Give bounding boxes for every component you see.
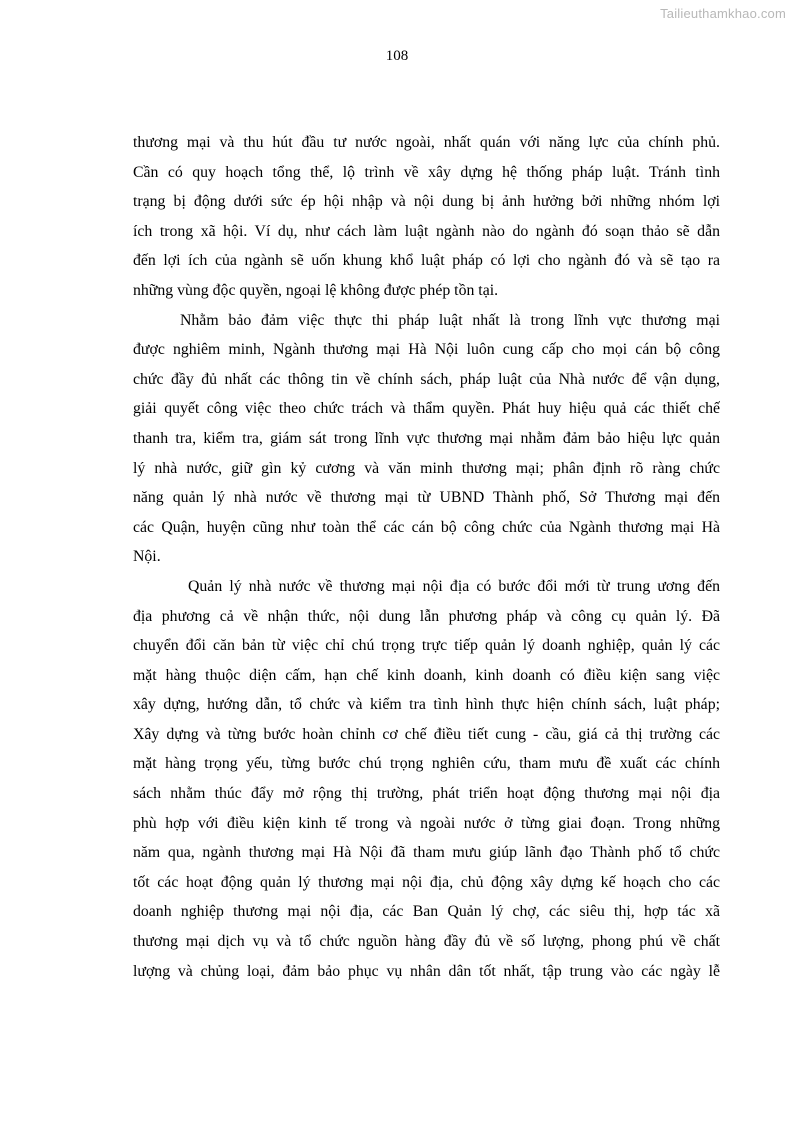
text-line: trạng bị động dưới sức ép hội nhập và nội dung bị ảnh hưởng bởi những nhóm lợi (133, 193, 720, 211)
text-line: thương mại dịch vụ và tổ chức nguồn hàng đầy đủ về số lượng, phong phú về chất (133, 933, 720, 951)
document-body (133, 128, 720, 986)
text-line: chuyển đổi căn bản từ việc chỉ chú trọng trực tiếp quản lý doanh nghiệp, quản lý các (133, 637, 720, 655)
text-line: Nội. (133, 548, 161, 566)
text-line: giải quyết công việc theo chức trách và thẩm quyền. Phát huy hiệu quả các thiết chế (133, 400, 720, 418)
text-line: năm qua, ngành thương mại Hà Nội đã tham mưu giúp lãnh đạo Thành phố tổ chức (133, 844, 720, 862)
text-line: ích trong xã hội. Ví dụ, như cách làm luật ngành nào do ngành đó soạn thảo sẽ dẫn (133, 222, 720, 240)
text-line: sách nhằm thúc đẩy mở rộng thị trường, phát triển hoạt động thương mại nội địa (133, 785, 720, 803)
text-line: xây dựng, hướng dẫn, tổ chức và kiểm tra tình hình thực hiện chính sách, luật pháp; (133, 696, 720, 714)
watermark-text: Tailieuthamkhao.com (660, 6, 786, 21)
paragraph (133, 128, 720, 306)
text-line: thương mại và thu hút đầu tư nước ngoài, nhất quán với năng lực của chính phủ. (133, 134, 720, 151)
text-line: đến lợi ích của ngành sẽ uốn khung khổ luật pháp có lợi cho ngành đó và sẽ tạo ra (133, 252, 720, 270)
text-line: Nhằm bảo đảm việc thực thi pháp luật nhất là trong lĩnh vực thương mại (180, 311, 720, 329)
page-number: 108 (385, 48, 409, 64)
text-line: mặt hàng thuộc diện cấm, hạn chế kinh doanh, kinh doanh có điều kiện sang việc (133, 666, 720, 684)
text-line: các Quận, huyện cũng như toàn thể các cán bộ công chức của Ngành thương mại Hà (133, 518, 720, 536)
text-line: được nghiêm minh, Ngành thương mại Hà Nội luôn cung cấp cho mọi cán bộ công (133, 341, 720, 359)
text-line: địa phương cả về nhận thức, nội dung lẫn phương pháp và công cụ quản lý. Đã (133, 607, 720, 625)
paragraph (133, 306, 720, 572)
text-line: mặt hàng trọng yếu, từng bước chú trọng nghiên cứu, tham mưu đề xuất các chính (133, 755, 720, 773)
text-line: Xây dựng và từng bước hoàn chỉnh cơ chế điều tiết cung - cầu, giá cả thị trường các (133, 725, 720, 743)
text-line: phù hợp với điều kiện kinh tế trong và ngoài nước ở từng giai đoạn. Trong những (133, 814, 720, 832)
text-line: những vùng độc quyền, ngoại lệ không được phép tồn tại. (133, 281, 499, 299)
text-line: lượng và chủng loại, đảm bảo phục vụ nhân dân tốt nhất, tập trung vào các ngày lễ (133, 962, 720, 980)
paragraph (133, 572, 720, 986)
text-line: Cần có quy hoạch tổng thể, lộ trình về xây dựng hệ thống pháp luật. Tránh tình (133, 163, 720, 181)
text-line: Quản lý nhà nước về thương mại nội địa có bước đổi mới từ trung ương đến (188, 577, 720, 595)
text-line: doanh nghiệp thương mại nội địa, các Ban Quản lý chợ, các siêu thị, hợp tác xã (133, 903, 720, 921)
text-line: thanh tra, kiểm tra, giám sát trong lĩnh vực thương mại nhằm đảm bảo hiệu lực quản (133, 429, 720, 447)
text-line: chức đầy đủ nhất các thông tin về chính sách, pháp luật của Nhà nước để vận dụng, (133, 370, 720, 388)
text-line: năng quản lý nhà nước về thương mại từ UBND Thành phố, Sở Thương mại đến (133, 489, 720, 507)
text-line: lý nhà nước, giữ gìn kỷ cương và văn minh thương mại; phân định rõ ràng chức (133, 459, 720, 477)
text-line: tốt các hoạt động quản lý thương mại nội địa, chủ động xây dựng kế hoạch cho các (133, 873, 720, 891)
